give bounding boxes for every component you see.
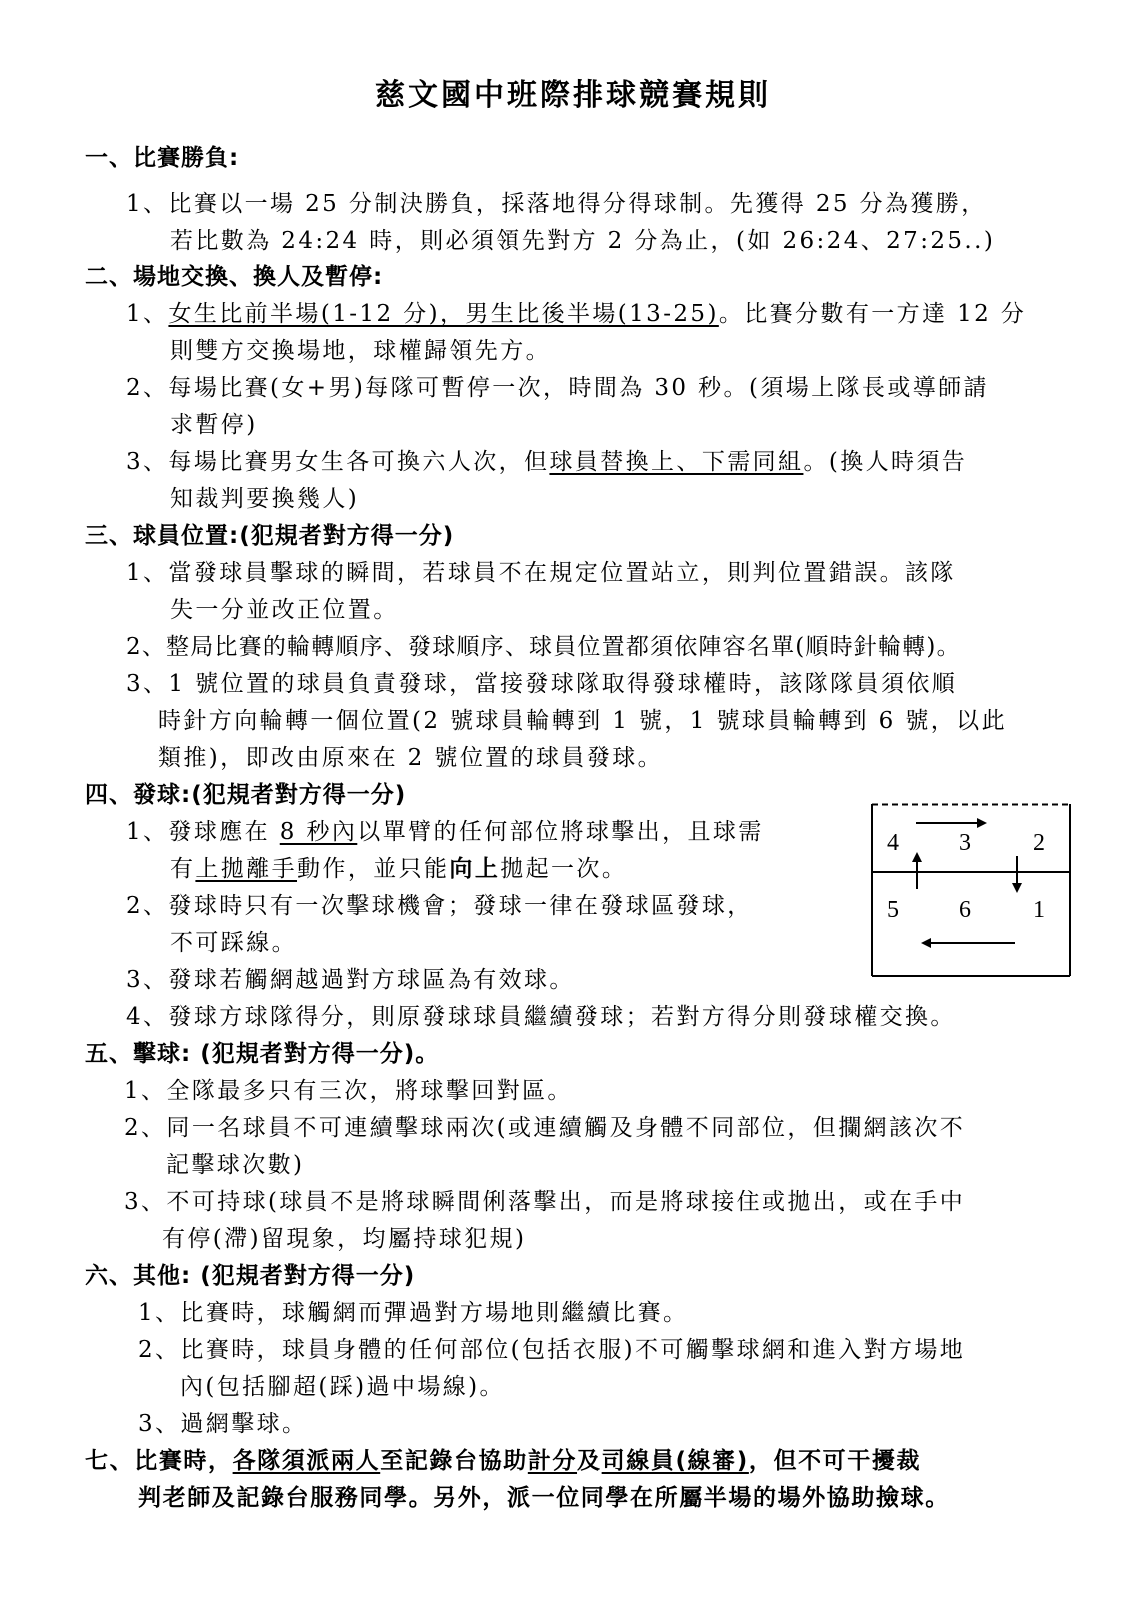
rule-5-2-line-a: 2、同一名球員不可連續擊球兩次(或連續觸及身體不同部位，但攔網該次不 <box>124 1115 966 1141</box>
position-3-label: 3 <box>959 830 971 856</box>
rule-4-2-line-b: 不可踩線。 <box>170 930 297 956</box>
rotation-diagram <box>871 803 1071 977</box>
rule-4-1-underlined-toss: 上拋離手 <box>195 856 298 882</box>
rule-2-3-line-b: 知裁判要換幾人) <box>170 486 360 512</box>
section-3-heading: 三、球員位置:(犯規者對方得一分) <box>85 523 455 549</box>
rule-6-3: 3、過網擊球。 <box>138 1411 308 1437</box>
rule-3-2: 2、整局比賽的輪轉順序、發球順序、球員位置都須依陣容名單(順時針輪轉)。 <box>126 634 961 660</box>
rule-1-1-line-a: 1、比賽以一場 25 分制決勝負，採落地得分得球制。先獲得 25 分為獲勝， <box>126 191 987 217</box>
rule-6-2-line-b: 內(包括腳超(踩)過中場線)。 <box>180 1374 505 1400</box>
section-7-underlined-two-people: 各隊須派兩人 <box>232 1448 381 1474</box>
position-6-label: 6 <box>959 897 971 923</box>
rule-4-1-line-a: 1、發球應在 8 秒內以單臂的任何部位將球擊出，且球需 <box>126 819 764 845</box>
rule-2-1-line-b: 則雙方交換場地，球權歸領先方。 <box>170 338 551 364</box>
document-title: 慈文國中班際排球競賽規則 <box>375 78 771 113</box>
rule-6-1: 1、比賽時，球觸網而彈過對方場地則繼續比賽。 <box>138 1300 689 1326</box>
rule-5-3-line-a: 3、不可持球(球員不是將球瞬間俐落擊出，而是將球接住或拋出，或在手中 <box>124 1189 966 1215</box>
section-7-underlined-linesman: 司線員(線審) <box>601 1448 749 1474</box>
rule-2-1-underlined: 女生比前半場(1-12 分)，男生比後半場(13-25) <box>168 301 719 327</box>
rule-1-1-line-b: 若比數為 24:24 時，則必須領先對方 2 分為止，(如 26:24、27:25..) <box>170 228 996 254</box>
rule-2-3-line-a: 3、每場比賽男女生各可換六人次，但球員替換上、下需同組。(換人時須告 <box>126 449 968 475</box>
section-7-underlined-scoring: 計分 <box>527 1448 578 1474</box>
rule-2-2-line-a: 2、每場比賽(女+男)每隊可暫停一次，時間為 30 秒。(須場上隊長或導師請 <box>126 375 989 401</box>
section-7-line-a: 七、比賽時，各隊須派兩人至記錄台協助計分及司線員(線審)，但不可干擾裁 <box>85 1448 922 1474</box>
rule-4-1-bold-upward: 向上 <box>449 855 501 882</box>
rule-2-3-underlined: 球員替換上、下需同組 <box>549 449 804 475</box>
rule-6-2-line-a: 2、比賽時，球員身體的任何部位(包括衣服)不可觸擊球網和進入對方場地 <box>138 1337 966 1363</box>
rule-3-1-line-b: 失一分並改正位置。 <box>170 597 399 623</box>
rule-4-2-line-a: 2、發球時只有一次擊球機會；發球一律在發球區發球， <box>126 893 753 919</box>
position-1-label: 1 <box>1033 897 1045 923</box>
position-2-label: 2 <box>1033 830 1045 856</box>
section-5-heading: 五、擊球: (犯規者對方得一分)。 <box>85 1041 440 1067</box>
rule-3-1-line-a: 1、當發球員擊球的瞬間，若球員不在規定位置站立，則判位置錯誤。該隊 <box>126 560 956 586</box>
position-5-label: 5 <box>887 897 899 923</box>
rule-3-3-line-c: 類推)，即改由原來在 2 號位置的球員發球。 <box>158 745 664 771</box>
section-6-heading: 六、其他: (犯規者對方得一分) <box>85 1263 416 1289</box>
section-1-heading: 一、比賽勝負: <box>85 145 240 171</box>
rule-5-2-line-b: 記擊球次數) <box>166 1152 305 1178</box>
section-7-line-b: 判老師及記錄台服務同學。另外，派一位同學在所屬半場的場外協助撿球。 <box>138 1485 950 1511</box>
rule-5-1: 1、全隊最多只有三次，將球擊回對區。 <box>124 1078 573 1104</box>
rule-3-3-line-a: 3、1 號位置的球員負責發球，當接發球隊取得發球權時，該隊隊員須依順 <box>126 671 958 697</box>
rule-4-3: 3、發球若觸網越過對方球區為有效球。 <box>126 967 575 993</box>
rule-2-2-line-b: 求暫停) <box>170 412 258 438</box>
section-4-heading: 四、發球:(犯規者對方得一分) <box>85 782 407 808</box>
position-4-label: 4 <box>887 830 899 856</box>
rule-4-4: 4、發球方球隊得分，則原發球球員繼續發球；若對方得分則發球權交換。 <box>126 1004 956 1030</box>
rule-2-1-line-a: 1、女生比前半場(1-12 分)，男生比後半場(13-25)。比賽分數有一方達 12 分 <box>126 301 1027 327</box>
rule-4-1-line-b: 有上拋離手動作，並只能向上拋起一次。 <box>170 855 628 882</box>
rule-4-1-underlined: 8 秒內 <box>279 819 358 845</box>
rule-3-3-line-b: 時針方向輪轉一個位置(2 號球員輪轉到 1 號，1 號球員輪轉到 6 號，以此 <box>158 708 1007 734</box>
section-2-heading: 二、場地交換、換人及暫停: <box>85 264 384 290</box>
rule-5-3-line-b: 有停(滯)留現象，均屬持球犯規) <box>162 1226 527 1252</box>
